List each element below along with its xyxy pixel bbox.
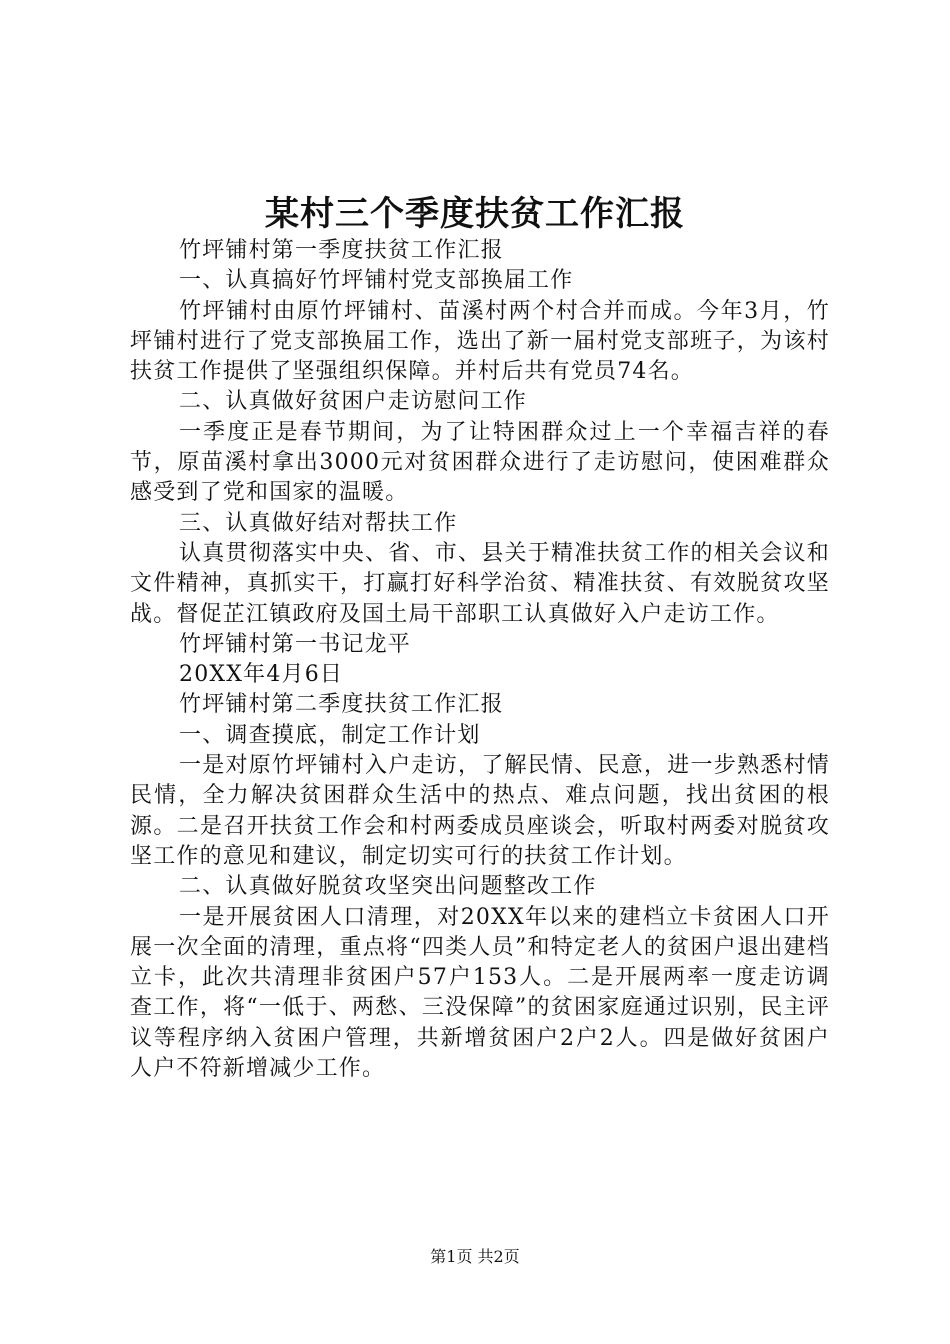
signature-line: 竹坪铺村第一书记龙平 xyxy=(179,631,412,657)
paragraph: 二、认真做好脱贫攻坚突出问题整改工作 xyxy=(179,874,597,900)
paragraph: 三、认真做好结对帮扶工作 xyxy=(179,510,458,536)
page-footer: 第1页 共2页 xyxy=(430,1247,520,1266)
paragraph: 一是对原竹坪铺村入户走访，了解民情、民意，进一步熟悉村情民情，全力解决贫困群众生活中的热点、难点问题，找出贫困的根源。二是召开扶贫工作会和村两委成员座谈会，听取村两委对脱贫攻坚工作的意见和建议，制定切实可行的扶贫工作计划。 xyxy=(130,753,830,869)
paragraph: 认真贯彻落实中央、省、市、县关于精准扶贫工作的相关会议和文件精神，真抓实干，打赢打好科学治贫、精准扶贫、有效脱贫攻坚战。督促芷江镇政府及国土局干部职工认真做好入户走访工作。 xyxy=(130,540,830,627)
paragraph: 二、认真做好贫困户走访慰问工作 xyxy=(179,389,528,415)
document-body xyxy=(130,236,830,1084)
paragraph: 竹坪铺村第二季度扶贫工作汇报 xyxy=(179,692,504,718)
document-title: 某村三个季度扶贫工作汇报 xyxy=(265,194,685,234)
paragraph: 一、调查摸底，制定工作计划 xyxy=(179,722,481,748)
paragraph: 一是开展贫困人口清理，对20XX年以来的建档立卡贫困人口开展一次全面的清理，重点将“四类人员”和特定老人的贫困户退出建档立卡，此次共清理非贫困户57户153人。二是开展两率一度走访调查工作，将“一低于、两愁、三没保障”的贫困家庭通过识别，民主评议等程序纳入贫困户管理，共新增贫困户2户2人。四是做好贫困户人户不符新增减少工作。 xyxy=(130,904,830,1082)
date-line: 20XX年4月6日 xyxy=(179,662,344,688)
paragraph: 竹坪铺村由原竹坪铺村、苗溪村两个村合并而成。今年3月，竹坪铺村进行了党支部换届工作，选出了新一届村党支部班子，为该村扶贫工作提供了坚强组织保障。并村后共有党员74名。 xyxy=(130,298,830,385)
paragraph: 一、认真搞好竹坪铺村党支部换届工作 xyxy=(179,268,574,294)
paragraph: 竹坪铺村第一季度扶贫工作汇报 xyxy=(179,238,504,263)
paragraph: 一季度正是春节期间，为了让特困群众过上一个幸福吉祥的春节，原苗溪村拿出3000元对贫困群众进行了走访慰问，使困难群众感受到了党和国家的温暖。 xyxy=(130,419,830,506)
